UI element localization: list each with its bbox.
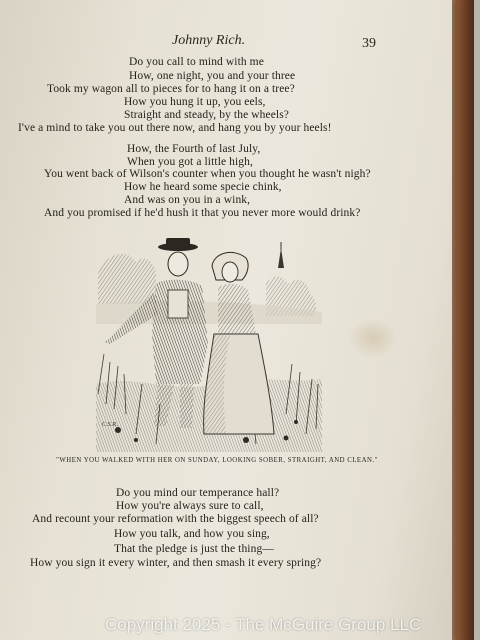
verse-line: How you sign it every winter, and then smash it every spring? xyxy=(30,557,322,569)
verse-line: How you talk, and how you sing, xyxy=(114,528,270,540)
verse-line: How you hung it up, you eels, xyxy=(124,96,266,108)
verse-line: How he heard some specie chink, xyxy=(124,181,282,193)
verse-line: Do you mind our temperance hall? xyxy=(116,487,280,499)
page-number: 39 xyxy=(362,36,376,51)
verse-line: How, one night, you and your three xyxy=(129,70,296,82)
illustration-caption: "WHEN YOU WALKED WITH HER ON SUNDAY, LOOKING SOBER, STRAIGHT, AND CLEAN." xyxy=(56,457,378,464)
verse-line: How, the Fourth of last July, xyxy=(127,143,261,155)
verse-line: That the pledge is just the thing— xyxy=(114,543,274,555)
verse-line: And you promised if he'd hush it that you never more would drink? xyxy=(44,207,361,219)
engraving-illustration xyxy=(96,234,322,452)
artist-signature: C.S.R. xyxy=(102,422,118,428)
verse-line: When you got a little high, xyxy=(127,156,253,168)
verse-line: Do you call to mind with me xyxy=(129,56,264,68)
running-title: Johnny Rich. xyxy=(172,33,246,48)
verse-line: Straight and steady, by the wheels? xyxy=(124,109,289,121)
verse-line: Took my wagon all to pieces for to hang it on a tree? xyxy=(47,83,295,95)
verse-line: How you're always sure to call, xyxy=(116,500,264,512)
verse-line: And was on you in a wink, xyxy=(124,194,251,206)
copyright-watermark: Copyright 2025 - The McGuire Group LLC xyxy=(105,615,422,634)
verse-line: You went back of Wilson's counter when you thought he wasn't nigh? xyxy=(44,168,371,180)
verse-line: I've a mind to take you out there now, and hang you by your heels! xyxy=(18,122,332,134)
verse-line: And recount your reformation with the biggest speech of all? xyxy=(32,513,319,525)
